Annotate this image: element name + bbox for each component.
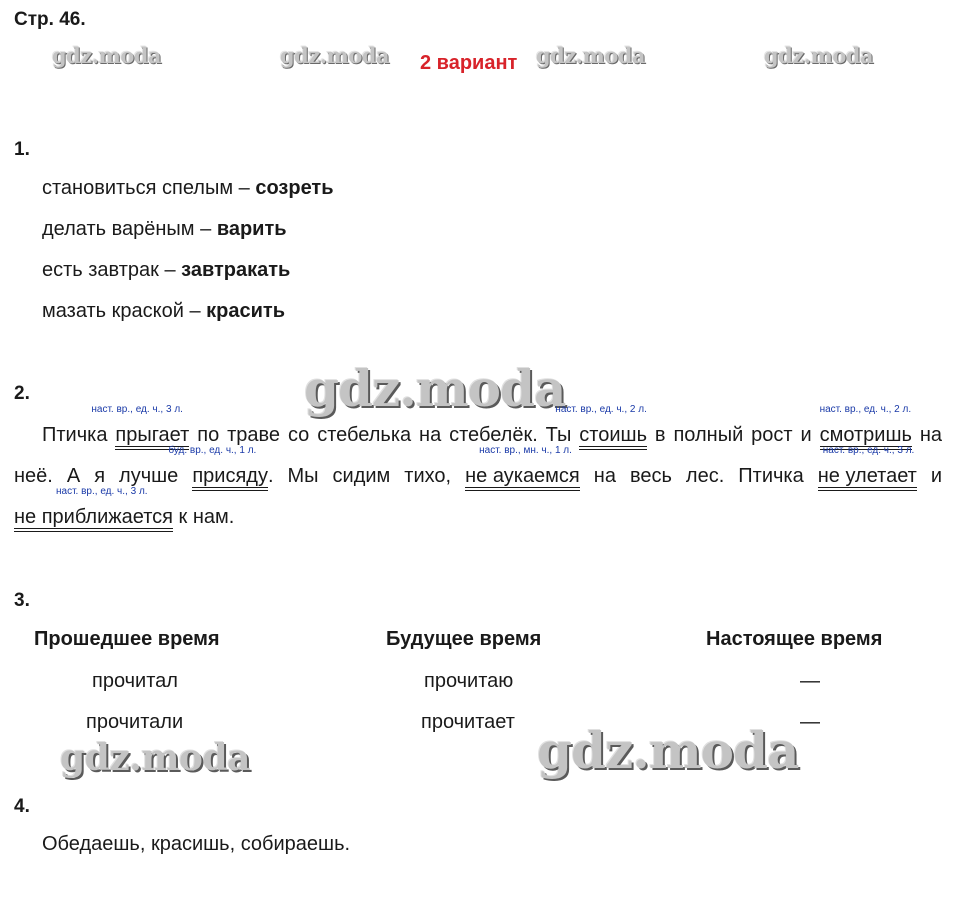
watermark: gdz.moda [304,359,566,418]
table-cell: прочитает [421,711,515,733]
watermark: gdz.moda [60,737,250,779]
grammar-note: наст. вр., ед. ч., 2 л. [819,404,912,415]
table-cell: прочитали [86,711,184,733]
underlined-verb: наст. вр., ед. ч., 3 л. не улетает [818,465,917,491]
ex1-line: становиться спелым – созреть [42,177,334,199]
underlined-verb: наст. вр., ед. ч., 2 л. стоишь [579,424,647,450]
grammar-note: наст. вр., мн. ч., 1 л. [479,445,572,456]
grammar-note: наст. вр., ед. ч., 3 л. [91,404,183,415]
underlined-verb: наст. вр., ед. ч., 2 л. смотришь [820,424,912,450]
grammar-note: буд. вр., ед. ч., 1 л. [168,445,257,456]
grammar-note: наст. вр., ед. ч., 3 л. [822,445,915,456]
table-cell: прочитаю [424,670,514,692]
ex1-line: делать варёным – варить [42,218,287,240]
ex1-answer: красить [206,300,286,322]
exercise-number: 3. [14,590,30,611]
underlined-verb: наст. вр., мн. ч., 1 л. не аукаемся [465,465,580,491]
column-header: Настоящее время [706,628,883,650]
ex1-line: мазать краской – красить [42,300,286,322]
watermark: gdz.moda [537,721,799,780]
exercise-number: 1. [14,139,30,160]
watermark: gdz.moda [52,43,162,68]
exercise-number: 2. [14,383,30,404]
underlined-verb: наст. вр., ед. ч., 3 л. не приближается [14,506,173,532]
ex4-answer: Обедаешь, красишь, собираешь. [42,833,351,855]
page-header: Стр. 46. [14,9,86,30]
grammar-note: наст. вр., ед. ч., 2 л. [555,404,647,415]
grammar-note: наст. вр., ед. ч., 3 л. [56,486,148,497]
ex1-answer: варить [216,218,287,240]
underlined-verb: наст. вр., ед. ч., 3 л. прыгает [115,424,189,450]
column-header: Прошедшее время [34,628,220,650]
table-cell: — [800,711,820,733]
ex2-paragraph: Птичка наст. вр., ед. ч., 3 л. прыгает по траве со стебелька на стебелёк. Ты наст. вр., ед. ч., 2 л. стоишь в полный рост и наст. вр., ед. ч., 2 л. смотришь на неё. А я лучше буд. вр., ед. ч., 1 л. присяду. Мы сидим тихо, наст. вр., мн. ч., 1 л. не аукаемся на весь лес. Птичка наст. вр., ед. ч., 3 л. не улетает и наст. вр., ед. ч., 3 л. не приближается к нам. [14,415,942,538]
ex1-answer: завтракать [181,259,291,281]
watermark: gdz.moda [536,43,646,68]
watermark: gdz.moda [280,43,390,68]
exercise-number: 4. [14,796,30,817]
underlined-verb: буд. вр., ед. ч., 1 л. присяду [192,465,268,491]
ex1-answer: созреть [255,177,334,199]
table-cell: прочитал [92,670,178,692]
ex1-line: есть завтрак – завтракать [42,259,291,281]
watermark: gdz.moda [764,43,874,68]
variant-label: 2 вариант [420,52,518,74]
table-cell: — [800,670,820,692]
column-header: Будущее время [386,628,542,650]
